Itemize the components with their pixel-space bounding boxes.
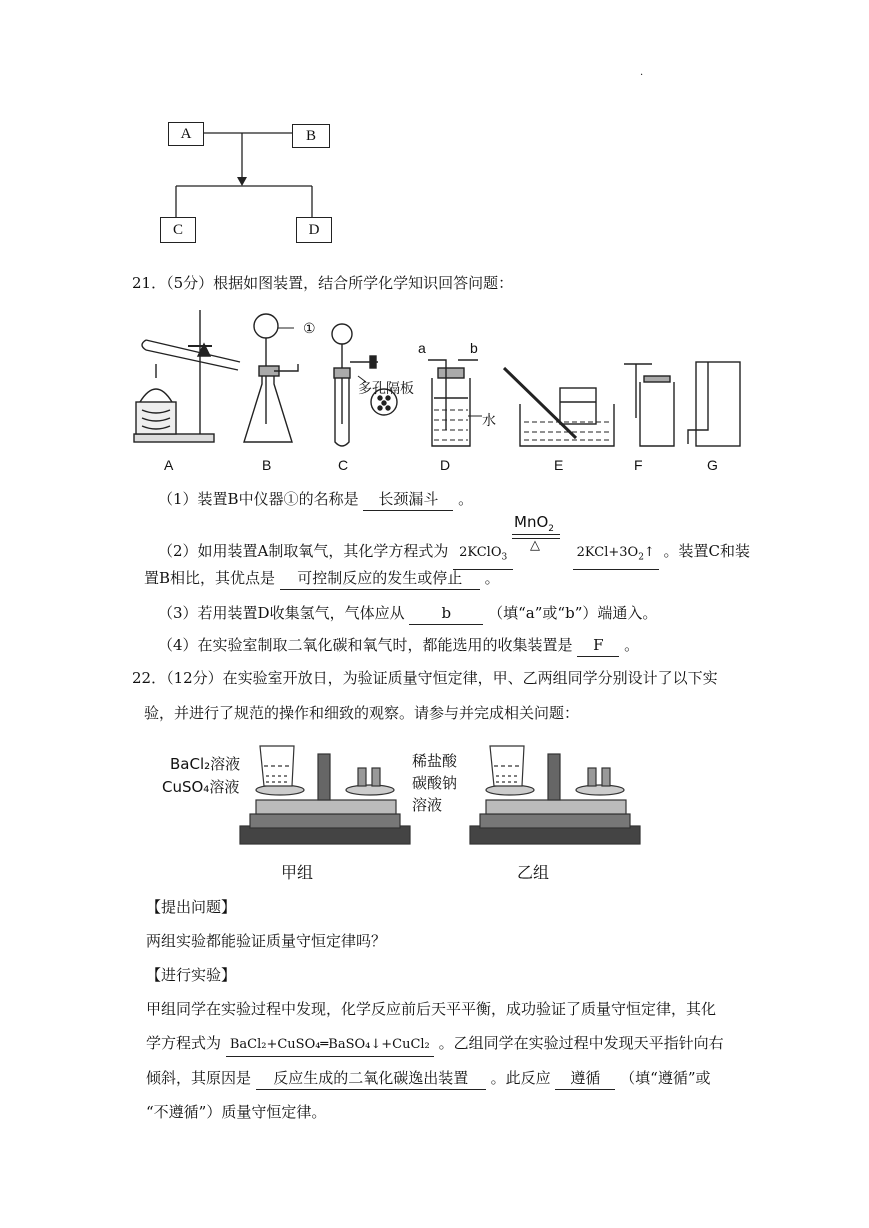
exp-line2: 学方程式为 BaCl₂+CuSO₄═BaSO₄↓+CuCl₂ 。乙组同学在实验过程中发现天平指针向右 (146, 1032, 724, 1057)
q21-part3: （3）若用装置D收集氢气，气体应从 b （填“a”或“b”）端通入。 (158, 602, 657, 625)
label-water: 水 (482, 412, 496, 428)
heat-symbol: △ (530, 538, 540, 553)
exp-title: 【进行实验】 (146, 966, 237, 984)
label-port-a: a (418, 340, 426, 356)
label-cuso4: CuSO₄溶液 (162, 778, 240, 796)
group1-caption: 甲组 (281, 863, 314, 882)
q21-part4: （4）在实验室制取二氧化碳和氧气时，都能选用的收集装置是 F 。 (158, 634, 639, 657)
q22-stem-line2: 验，并进行了规范的操作和细致的观察。请参与并完成相关问题： (144, 704, 580, 722)
label-na2co3: 碳酸钠 (412, 774, 458, 792)
apparatus-label-c: C (338, 457, 349, 473)
exp-line4: “不遵循”）质量守恒定律。 (146, 1103, 327, 1121)
answer-reason: 反应生成的二氧化碳逸出装置 (256, 1067, 486, 1090)
answer-reactant: 2KClO$_3$ (453, 542, 513, 570)
q21-part1: （1）装置B中仪器①的名称是 长颈漏斗 。 (158, 488, 473, 511)
apparatus-label-d: D (440, 457, 451, 473)
group2-caption: 乙组 (517, 863, 550, 882)
label-hcl: 稀盐酸 (412, 752, 458, 770)
answer-product: $2KCl+3O_2↑$ (573, 542, 659, 570)
q21-part2-line2: 置B相比，其优点是 可控制反应的发生或停止 。 (144, 567, 500, 590)
ask-title: 【提出问题】 (146, 898, 237, 916)
answer-blank-1: 长颈漏斗 (363, 488, 453, 511)
ask-text: 两组实验都能验证质量守恒定律吗？ (146, 932, 387, 950)
exp-line1: 甲组同学在实验过程中发现，化学反应前后天平平衡，成功验证了质量守恒定律，其化 (146, 1000, 717, 1018)
label-circle-1: ① (303, 320, 316, 336)
answer-collector: F (577, 634, 619, 657)
apparatus-label-a: A (164, 457, 174, 473)
label-port-b: b (470, 340, 478, 356)
catalyst-label: MnO$_2$ (514, 513, 554, 534)
apparatus-label-b: B (262, 457, 272, 473)
exp-line3: 倾斜，其原因是 反应生成的二氧化碳逸出装置 。此反应 遵循 （填“遵循”或 (146, 1067, 711, 1090)
flow-box-b: B (292, 124, 330, 148)
q22-stem-line1: 22．（12分）在实验室开放日，为验证质量守恒定律，甲、乙两组同学分别设计了以下实 (132, 669, 718, 687)
flow-box-d: D (296, 217, 332, 243)
apparatus-label-e: E (554, 457, 564, 473)
q21-stem: 21．（5分）根据如图装置，结合所学化学知识回答问题： (132, 274, 514, 292)
apparatus-figure (128, 306, 748, 456)
answer-follow: 遵循 (555, 1067, 615, 1090)
label-porous-plate: 多孔隔板 (358, 380, 414, 396)
label-solution: 溶液 (412, 796, 443, 814)
q21-part2-line1: （2）如用装置A制取氧气，其化学方程式为 2KClO$_3$ $2KCl+3O_2↑$ 。装置C和装 (158, 540, 750, 570)
page-mark: . (640, 67, 644, 78)
apparatus-label-f: F (634, 457, 643, 473)
flow-box-c: C (160, 217, 196, 243)
label-bacl2: BaCl₂溶液 (170, 755, 241, 773)
apparatus-label-g: G (707, 457, 718, 473)
answer-equation: BaCl₂+CuSO₄═BaSO₄↓+CuCl₂ (226, 1034, 434, 1057)
flow-box-a: A (168, 122, 204, 146)
answer-advantage: 可控制反应的发生或停止 (280, 567, 480, 590)
answer-port: b (409, 602, 483, 625)
